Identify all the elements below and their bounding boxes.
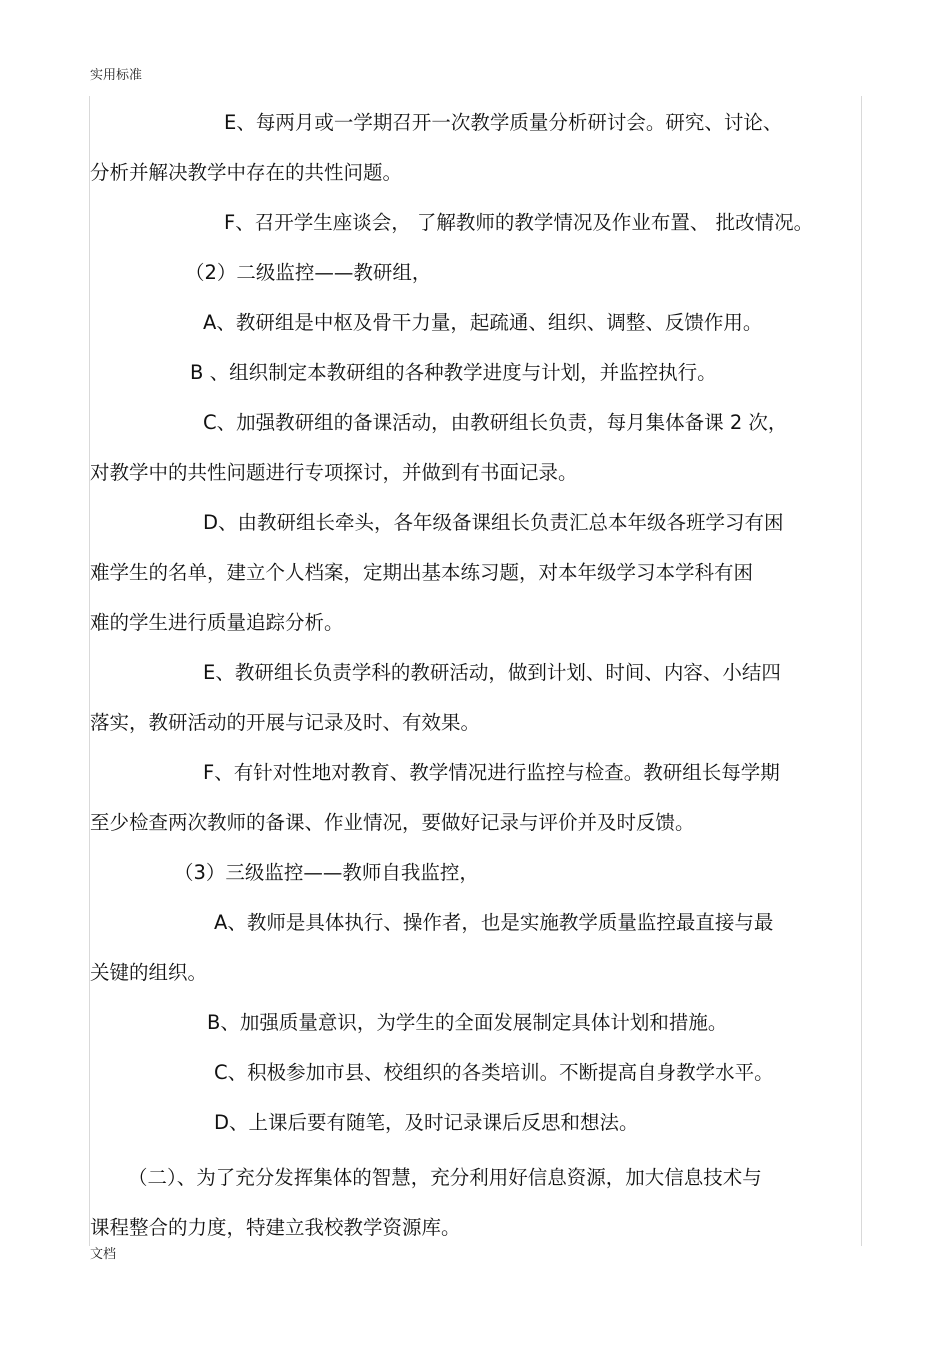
paragraph-line: F、召开学生座谈会， 了解教师的教学情况及作业布置、 批改情况。 bbox=[224, 211, 814, 234]
paragraph-line: E、教研组长负责学科的教研活动，做到计划、时间、内容、小结四 bbox=[203, 661, 781, 684]
paragraph-line: C、加强教研组的备课活动，由教研组长负责，每月集体备课 2 次， bbox=[203, 411, 788, 434]
section-heading-level3: （3）三级监控——教师自我监控， bbox=[174, 861, 479, 884]
paragraph-line: A、教研组是中枢及骨干力量，起疏通、组织、调整、反馈作用。 bbox=[203, 311, 763, 334]
paragraph-line: 关键的组织。 bbox=[90, 961, 208, 984]
paragraph-line: 难学生的名单，建立个人档案，定期出基本练习题，对本年级学习本学科有困 bbox=[90, 561, 754, 584]
paragraph-line: D、由教研组长牵头，各年级备课组长负责汇总本年级各班学习有困 bbox=[203, 511, 784, 534]
section-heading-level2: （2）二级监控——教研组， bbox=[185, 261, 432, 284]
paragraph-line: 难的学生进行质量追踪分析。 bbox=[90, 611, 344, 634]
paragraph-line: 课程整合的力度，特建立我校教学资源库。 bbox=[90, 1216, 461, 1239]
page-frame-left-border bbox=[89, 96, 90, 1246]
paragraph-line: D、上课后要有随笔，及时记录课后反思和想法。 bbox=[214, 1111, 639, 1134]
section-heading-second: （二）、为了充分发挥集体的智慧，充分利用好信息资源，加大信息技术与 bbox=[128, 1166, 762, 1189]
paragraph-line: 对教学中的共性问题进行专项探讨，并做到有书面记录。 bbox=[90, 461, 578, 484]
paragraph-line: E、每两月或一学期召开一次教学质量分析研讨会。研究、讨论、 bbox=[224, 111, 783, 134]
page-footer: 文档 bbox=[90, 1247, 117, 1262]
page-header: 实用标准 bbox=[90, 68, 143, 83]
paragraph-line: B 、组织制定本教研组的各种教学进度与计划，并监控执行。 bbox=[190, 361, 717, 384]
paragraph-line: F、有针对性地对教育、教学情况进行监控与检查。教研组长每学期 bbox=[203, 761, 780, 784]
page-frame-right-border bbox=[861, 96, 862, 1246]
paragraph-line: C、积极参加市县、校组织的各类培训。不断提高自身教学水平。 bbox=[214, 1061, 774, 1084]
paragraph-line: 至少检查两次教师的备课、作业情况，要做好记录与评价并及时反馈。 bbox=[90, 811, 695, 834]
paragraph-line: B、加强质量意识，为学生的全面发展制定具体计划和措施。 bbox=[207, 1011, 728, 1034]
paragraph-line: 分析并解决教学中存在的共性问题。 bbox=[90, 161, 403, 184]
paragraph-line: A、教师是具体执行、操作者，也是实施教学质量监控最直接与最 bbox=[214, 911, 774, 934]
paragraph-line: 落实，教研活动的开展与记录及时、有效果。 bbox=[90, 711, 481, 734]
